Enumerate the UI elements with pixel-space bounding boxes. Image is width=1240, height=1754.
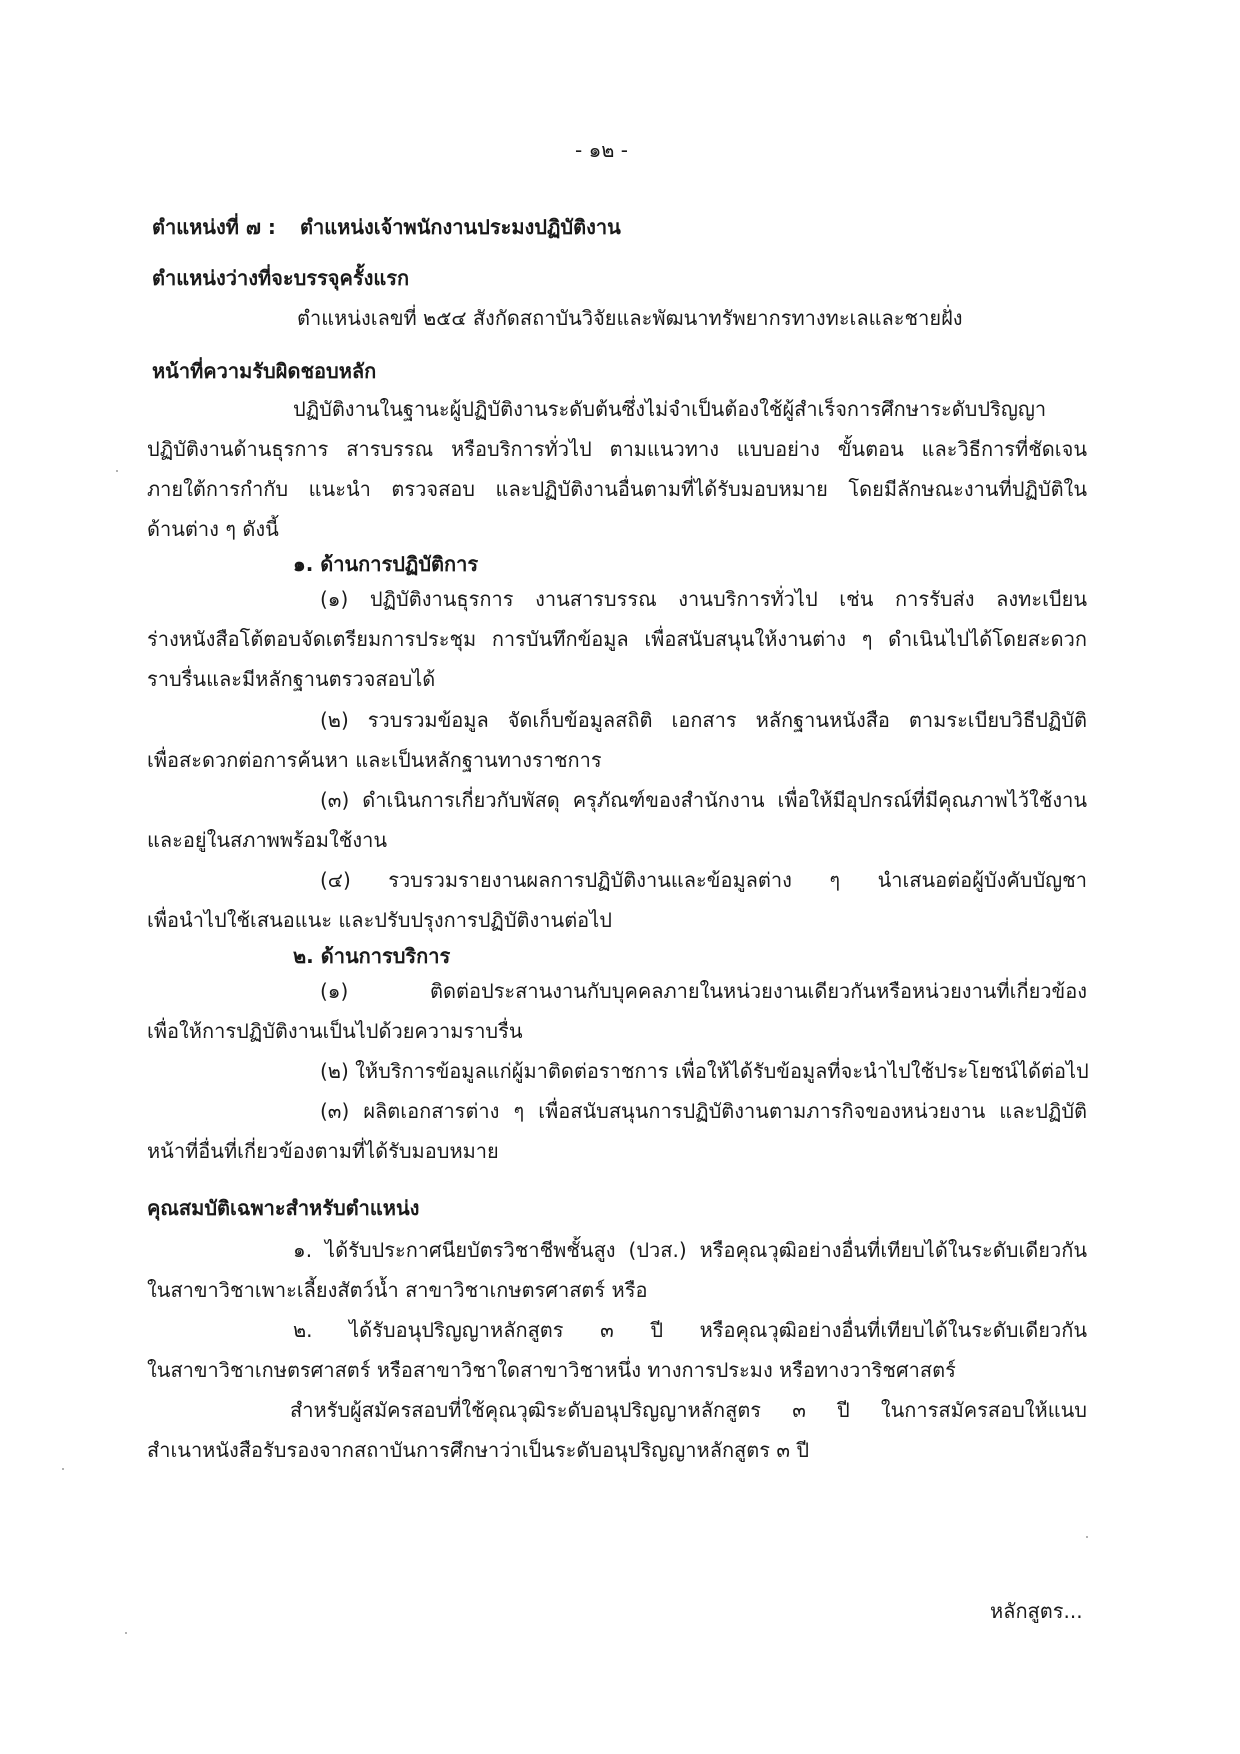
page-number: - ๑๒ - [575,138,629,162]
services-item-line: (๑) ติดต่อประสานงานกับบุคคลภายในหน่วยงานเดียวกันหรือหน่วยงานที่เกี่ยวข้อง [320,979,1087,1003]
services-item-line: (๒) ให้บริการข้อมูลแก่ผู้มาติดต่อราชการ เพื่อให้ได้รับข้อมูลที่จะนำไปใช้ประโยชน์ได้ต่อไป [320,1059,1089,1083]
qualification-line: สำเนาหนังสือรับรองจากสถาบันการศึกษาว่าเป็นระดับอนุปริญญาหลักสูตร ๓ ปี [147,1438,810,1462]
qualifications-heading: คุณสมบัติเฉพาะสำหรับตำแหน่ง [147,1196,420,1220]
operations-item-line: (๒) รวบรวมข้อมูล จัดเก็บข้อมูลสถิติ เอกสาร หลักฐานหนังสือ ตามระเบียบวิธีปฏิบัติ [320,708,1087,732]
scan-speck [62,1468,64,1470]
operations-item-line: (๓) ดำเนินการเกี่ยวกับพัสดุ ครุภัณฑ์ของสำนักงาน เพื่อให้มีอุปกรณ์ที่มีคุณภาพไว้ใช้งาน [320,788,1087,812]
scan-speck [116,470,118,472]
operations-item-line: เพื่อนำไปใช้เสนอแนะ และปรับปรุงการปฏิบัติงานต่อไป [147,908,612,932]
qualification-line: ในสาขาวิชาเพาะเลี้ยงสัตว์น้ำ สาขาวิชาเกษตรศาสตร์ หรือ [147,1278,648,1302]
qualification-line: ๒. ได้รับอนุปริญญาหลักสูตร ๓ ปี หรือคุณวุฒิอย่างอื่นที่เทียบได้ในระดับเดียวกัน [293,1318,1087,1342]
duties-intro-line: ภายใต้การกำกับ แนะนำ ตรวจสอบ และปฏิบัติงานอื่นตามที่ได้รับมอบหมาย โดยมีลักษณะงานที่ปฏิบัติใน [147,477,1087,501]
section-operations-heading: ๑. ด้านการปฏิบัติการ [293,552,479,576]
services-item-line: หน้าที่อื่นที่เกี่ยวข้องตามที่ได้รับมอบหมาย [147,1139,499,1163]
operations-item-line: และอยู่ในสภาพพร้อมใช้งาน [147,828,387,852]
duties-intro-line: ด้านต่าง ๆ ดังนี้ [147,517,279,541]
duties-heading: หน้าที่ความรับผิดชอบหลัก [152,359,377,383]
vacancy-text: ตำแหน่งเลขที่ ๒๕๔ สังกัดสถาบันวิจัยและพัฒนาทรัพยากรทางทะเลและชายฝั่ง [297,306,963,330]
operations-item-line: (๔) รวบรวมรายงานผลการปฏิบัติงานและข้อมูลต่าง ๆ นำเสนอต่อผู้บังคับบัญชา [320,868,1087,892]
qualification-line: ในสาขาวิชาเกษตรศาสตร์ หรือสาขาวิชาใดสาขาวิชาหนึ่ง ทางการประมง หรือทางวาริชศาสตร์ [147,1358,956,1382]
operations-item-line: (๑) ปฏิบัติงานธุรการ งานสารบรรณ งานบริการทั่วไป เช่น การรับส่ง ลงทะเบียน [320,587,1087,611]
services-item-line: (๓) ผลิตเอกสารต่าง ๆ เพื่อสนับสนุนการปฏิบัติงานตามภารกิจของหน่วยงาน และปฏิบัติ [320,1099,1087,1123]
scan-speck [1086,1536,1088,1538]
scan-speck [125,1632,127,1634]
position-title: ตำแหน่งเจ้าพนักงานประมงปฏิบัติงาน [300,215,621,239]
duties-intro-line: ปฏิบัติงานด้านธุรการ สารบรรณ หรือบริการทั่วไป ตามแนวทาง แบบอย่าง ขั้นตอน และวิธีการที่ชัดเจน [147,437,1087,461]
position-label: ตำแหน่งที่ ๗ : [152,215,276,239]
section-services-heading: ๒. ด้านการบริการ [293,944,451,968]
qualification-line: สำหรับผู้สมัครสอบที่ใช้คุณวุฒิระดับอนุปริญญาหลักสูตร ๓ ปี ในการสมัครสอบให้แนบ [290,1398,1087,1422]
operations-item-line: ร่างหนังสือโต้ตอบจัดเตรียมการประชุม การบันทึกข้อมูล เพื่อสนับสนุนให้งานต่าง ๆ ดำเนินไปได้โดยสะดวก [147,627,1087,651]
services-item-line: เพื่อให้การปฏิบัติงานเป็นไปด้วยความราบรื่น [147,1019,523,1043]
qualification-line: ๑. ได้รับประกาศนียบัตรวิชาชีพชั้นสูง (ปวส.) หรือคุณวุฒิอย่างอื่นที่เทียบได้ในระดับเดียวกัน [293,1238,1087,1262]
continuation-text: หลักสูตร... [990,1599,1083,1623]
operations-item-line: เพื่อสะดวกต่อการค้นหา และเป็นหลักฐานทางราชการ [147,748,602,772]
vacancy-heading: ตำแหน่งว่างที่จะบรรจุครั้งแรก [152,266,410,290]
duties-intro-line: ปฏิบัติงานในฐานะผู้ปฏิบัติงานระดับต้นซึ่งไม่จำเป็นต้องใช้ผู้สำเร็จการศึกษาระดับปริญญา [293,397,1047,421]
operations-item-line: ราบรื่นและมีหลักฐานตรวจสอบได้ [147,667,436,691]
